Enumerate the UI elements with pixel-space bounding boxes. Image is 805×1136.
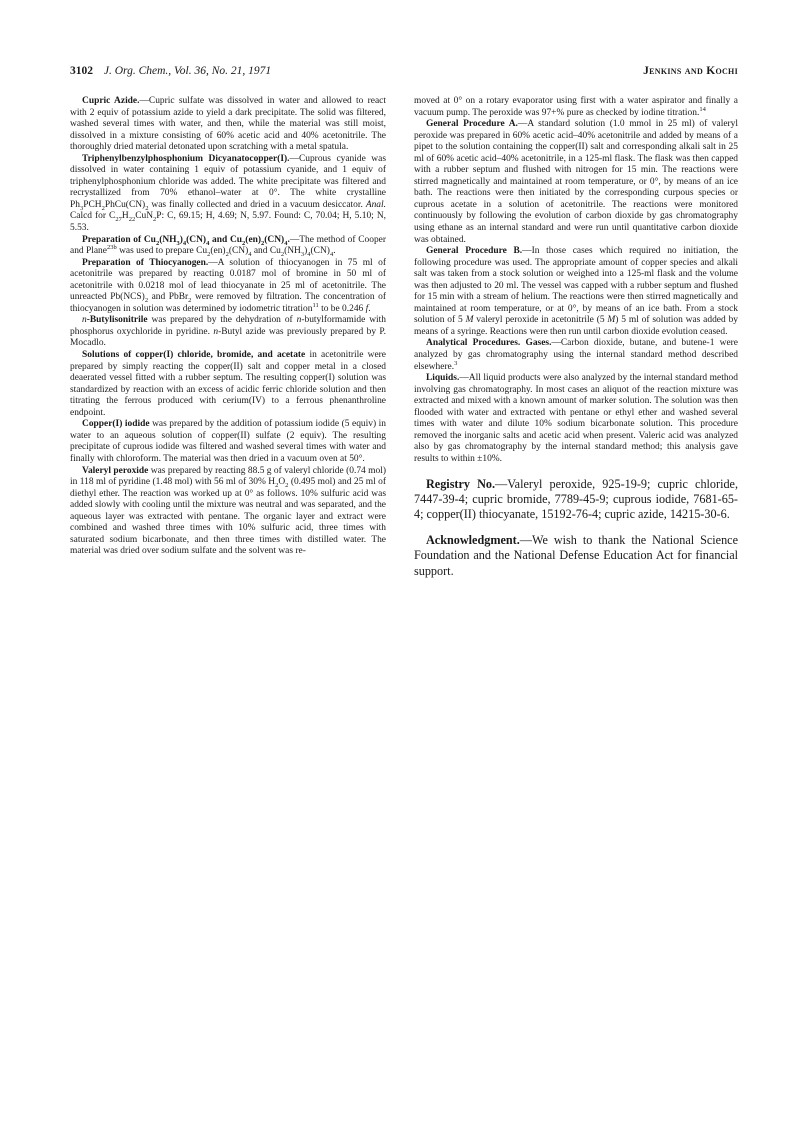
journal-citation: J. Org. Chem., Vol. 36, No. 21, 1971 — [103, 65, 272, 77]
paragraph-heading: Registry No. — [426, 476, 496, 491]
page-number: 3102 — [70, 65, 93, 77]
reference-marker: 11 — [312, 301, 319, 309]
running-authors: Jenkins and Kochi — [643, 65, 738, 77]
reference-marker: 23b — [106, 243, 117, 251]
paragraph-heading: Liquids. — [426, 373, 460, 384]
right-column — [414, 96, 738, 579]
paragraph-copper-solutions: Solutions of copper(I) chloride, bromide, and acetate in acetonitrile were prepared by simply reacting the copper(II) salt and copper metal in a closed deaerated vessel fitted with a rubber septum. The resulting copper(I) solution was standardized by reaction with an excess of acidic ferric chloride solution and then titrating the ferrous produced with cerium(IV) to a ferrous phenanthroline endpoint. — [70, 350, 386, 418]
paragraph-copper-iodide: Copper(I) iodide was prepared by the addition of potassium iodide (5 equiv) in water to an aqueous solution of copper(II) sulfate (2 equiv). The resulting precipitate of cuprous iodide was filtered and washed several times with water and finally with chloroform. The material was then dried in a vacuum oven at 50°. — [70, 419, 386, 464]
paragraph-continuation: moved at 0° on a rotary evaporator using first with a water aspirator and finally a vacuum pump. The peroxide was 97+% pure as checked by iodine titration.$^{14}$ — [414, 96, 738, 118]
paragraph-heading: Preparation of $Cu_2(NH_3)_4(CN)_4$ and $Cu_2(en)_2(CN)_4$. — [82, 234, 290, 247]
paragraph-heading: Copper(I) iodide — [82, 419, 150, 430]
paragraph-procedure-a: General Procedure A.—A standard solution (1.0 mmol in 25 ml) of valeryl peroxide was prepared in 60% acetic acid–40% acetonitrile and added by means of a pipet to the solution containing the copper(II) salt and corresponding alkali salt in 25 ml of 60% acetic acid–40% acetonitrile, in a 125-ml flask. The flask was then capped with a rubber septum and flushed with nitrogen for 15 min. The reactions were stirred magnetically and maintained at room temperature, or 0°, by means of an ice bath. The reactions were then initiated by the corresponding curpous species or cuprous acetate in a solution of acetonitrile. The reactions were monitored continuously by following the evolution of carbon dioxide by gas chromatography using ethane as an internal standard and were run until quantitative carbon dioxide was obtained. — [414, 119, 739, 245]
acknowledgment: Acknowledgment.—We wish to thank the National Science Foundation and the National Defense Education Act for financial support. — [414, 533, 738, 578]
running-header — [70, 65, 738, 81]
left-column — [70, 96, 386, 558]
paragraph-heading: General Procedure B. — [426, 246, 523, 257]
reference-marker: 14 — [699, 105, 706, 113]
paragraph-thiocyanogen: Preparation of Thiocyanogen.—A solution of thiocyanogen in 75 ml of acetonitrile was prepared by reacting 0.0187 mol of bromine in 50 ml of acetonitrile with 0.0218 mol of lead thiocyanate in 25 ml of acetonitrile. The unreacted $Pb(NCS)_2$ and PbBr$_2$ were removed by filtration. The concentration of thiocyanogen in solution was determined by iodometric titration$^{11}$ to be 0.246 f. — [70, 257, 387, 314]
paragraph-heading: Analytical Procedures. Gases. — [426, 338, 552, 349]
paragraph-liquids: Liquids.—All liquid products were also analyzed by the internal standard method involving gas chromatography. In most cases an aliquot of the reaction mixture was extracted and mixed with a known amount of marker solution. The solution was then flooded with water and extracted with pentane or ethyl ether and washed several times with water and dilute 10% sodium bicarbonate solution. This procedure removed the inorganic salts and acetic acid when present. Valeric acid was analyzed also by gas chromatography by the internal standard method; this analysis gave results to within ±10%. — [414, 373, 738, 464]
paragraph-valeryl-peroxide: Valeryl peroxide was prepared by reacting 88.5 g of valeryl chloride (0.74 mol) in 118 ml of pyridine (1.48 mol) with 56 ml of 30% $H_2O_2$ (0.495 mol) and 25 ml of diethyl ether. The reaction was worked up at 0° as follows. 10% sulfuric acid was added slowly with cooling until the mixture was neutral and was separated, and the aqueous layer was extracted with pentane. The organic layer and extract were combined and washed three times with 10% sulfuric acid, three times with saturated sodium bicarbonate, and then three times with distilled water. The material was dried over sodium sulfate and the solvent was re- — [70, 465, 387, 557]
reference-marker: 3 — [454, 359, 458, 367]
paragraph-analytical-gases: Analytical Procedures. Gases.—Carbon dioxide, butane, and butene-1 were analyzed by gas chromatography using the internal standard method described elsewhere.$^3$ — [414, 338, 738, 372]
paragraph-phosphonium: Triphenylbenzylphosphonium Dicyanatocopper(I).—Cuprous cyanide was dissolved in water containing 1 equiv of potassium cyanide, and 1 equiv of triphenylphosphonium chloride was added. The white precipitate was filtered and recrystallized from 70% ethanol–water at 0°. The white crystalline $Ph_3PCH_2PhCu(CN)_2$ was finally collected and dried in a vacuum desiccator. Anal. Calcd for $C_{27}H_{22}CuN_2P$: C, 69.15; H, 4.69; N, 5.97. Found: C, 70.04; H, 5.10; N, 5.53. — [70, 153, 386, 234]
paragraph-heading: Valeryl peroxide — [82, 465, 149, 476]
paragraph-heading: Solutions of copper(I) chloride, bromide, and acetate — [82, 350, 306, 361]
paragraph-procedure-b: General Procedure B.—In those cases which required no initiation, the following procedure was used. The appropriate amount of copper species and alkali salt was taken from a stock solution or weighed into a 125-ml flask and the volume was then adjusted to 20 ml. The vessel was capped with a rubber septum and flushed for 15 min with a stream of helium. The reactions were then stirred magnetically and maintained at room temperature, or at 0°, by means of an ice bath. From a stock solution of 5 M valeryl peroxide in acetonitrile (5 M) 5 ml of solution was added by means of a syringe. Reactions were then run until carbon dioxide evolution ceased. — [414, 246, 739, 337]
paragraph-copper-complexes: Preparation of $Cu_2(NH_3)_4(CN)_4$ and $Cu_2(en)_2(CN)_4.—The$ method of Cooper and Plane$^{23b}$ was used to prepare $Cu_2(en)_2(CN)_4$ and $Cu_2(NH_3)_4(CN)_4$. — [70, 234, 387, 258]
paragraph-heading: Cupric Azide. — [82, 96, 140, 106]
paragraph-heading: Preparation of Thiocyanogen. — [82, 257, 209, 268]
paragraph-heading: -Butylisonitrile — [86, 315, 148, 326]
paragraph-cupric-azide: Cupric Azide.—Cupric sulfate was dissolved in water and allowed to react with 2 equiv of potassium azide to yield a dark precipitate. The solid was filtered, washed several times with water, and then, while the material was still moist, dissolved in a mixture consisting of 60% acetic acid and 40% acetonitrile. The thoroughly dried material detonated upon scratching with a metal spatula. — [70, 96, 386, 153]
paragraph-heading: Acknowledgment. — [426, 533, 520, 548]
header-left — [70, 65, 271, 77]
paragraph-butylisonitrile: n-Butylisonitrile was prepared by the dehydration of n-butylformamide with phosphorus oxychloride in pyridine. n-Butyl azide was previously prepared by P. Mocadlo. — [70, 315, 386, 349]
paragraph-heading: Triphenylbenzylphosphonium Dicyanatocopper(I). — [82, 153, 290, 164]
registry-numbers: Registry No.—Valeryl peroxide, 925-19-9; cupric chloride, 7447-39-4; cupric bromide, 7789-45-9; cuprous iodide, 7681-65-4; copper(II) thiocyanate, 15192-76-4; cupric azide, 14215-30-6. — [414, 476, 739, 521]
paragraph-heading: General Procedure A. — [426, 119, 518, 130]
